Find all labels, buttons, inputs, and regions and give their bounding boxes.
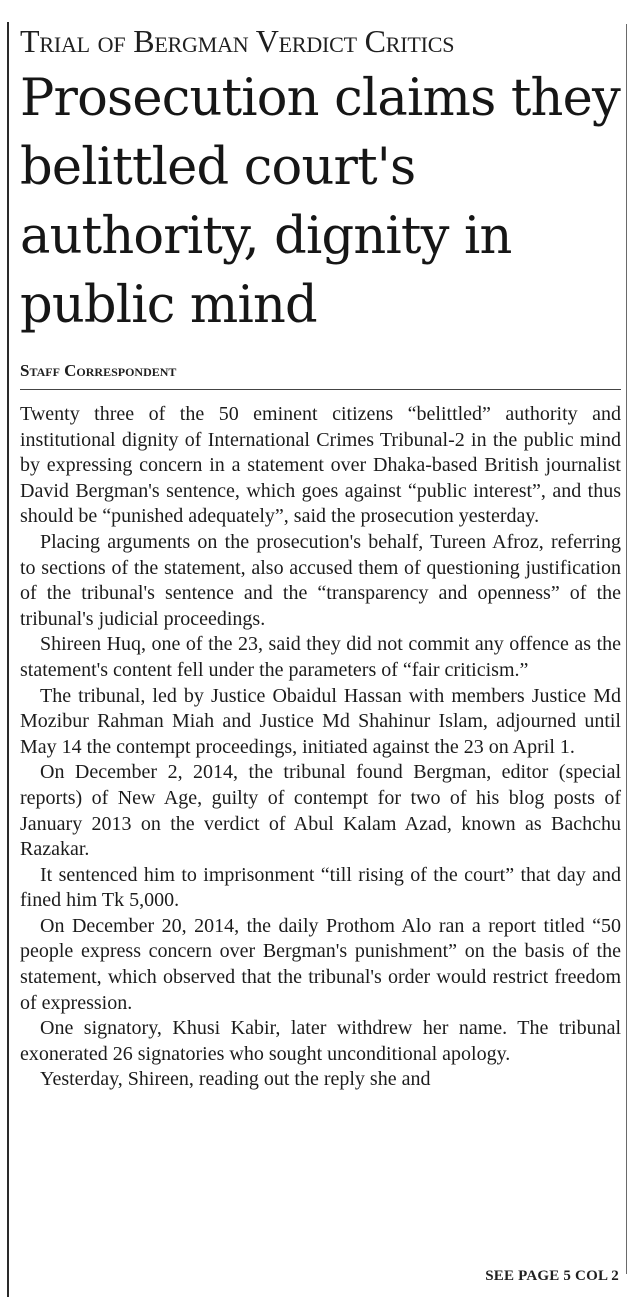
body-paragraph: The tribunal, led by Justice Obaidul Hassan with members Justice Md Mozibur Rahman Miah and Justice Md Shahinur Islam, adjourned until May 14 the contempt proceedings, initiated against the 23 on April 1. [20, 684, 621, 758]
body-paragraph: On December 20, 2014, the daily Prothom Alo ran a report titled “50 people express concern over Bergman's punishment” on the basis of the statement, which observed that the tribunal's order would restrict freedom of expression. [20, 914, 621, 1014]
body-paragraph: Twenty three of the 50 eminent citizens “belittled” authority and institutional dignity of International Crimes Tribunal-2 in the public mind by expressing concern in a statement over Dhaka-based British journalist David Bergman's sentence, which goes against “public interest”, and thus should be “punished adequately”, said the prosecution yesterday. [20, 403, 621, 528]
continuation-jump-line: SEE PAGE 5 COL 2 [485, 1268, 619, 1284]
body-paragraph: On December 2, 2014, the tribunal found Bergman, editor (special reports) of New Age, guilty of contempt for two of his blog posts of January 2013 on the verdict of Abul Kalam Azad, known as Bachchu Razakar. [20, 761, 621, 861]
body-paragraph: Placing arguments on the prosecution's behalf, Tureen Afroz, referring to sections of the statement, also accused them of questioning justification of the tribunal's sentence and the “transparency and openness” of the tribunal's judicial proceedings. [20, 530, 621, 630]
article-kicker: Trial of Bergman Verdict Critics [20, 23, 455, 59]
byline-divider [20, 389, 621, 390]
body-paragraph: One signatory, Khusi Kabir, later withdrew her name. The tribunal exonerated 26 signatories who sought unconditional apology. [20, 1017, 621, 1065]
body-paragraph: It sentenced him to imprisonment “till rising of the court” that day and fined him Tk 5,000. [20, 863, 621, 912]
article-headline: Prosecution claims they belittled court's authority, dignity in public mind [20, 69, 621, 335]
article-byline: Staff Correspondent [20, 361, 177, 380]
column-rule-left [7, 22, 9, 1297]
body-paragraph: Yesterday, Shireen, reading out the reply she and [40, 1068, 431, 1091]
column-rule-right [626, 24, 627, 1274]
body-paragraph: Shireen Huq, one of the 23, said they did not commit any offence as the statement's content fell under the parameters of “fair criticism.” [20, 633, 621, 681]
article-body [20, 402, 621, 1093]
